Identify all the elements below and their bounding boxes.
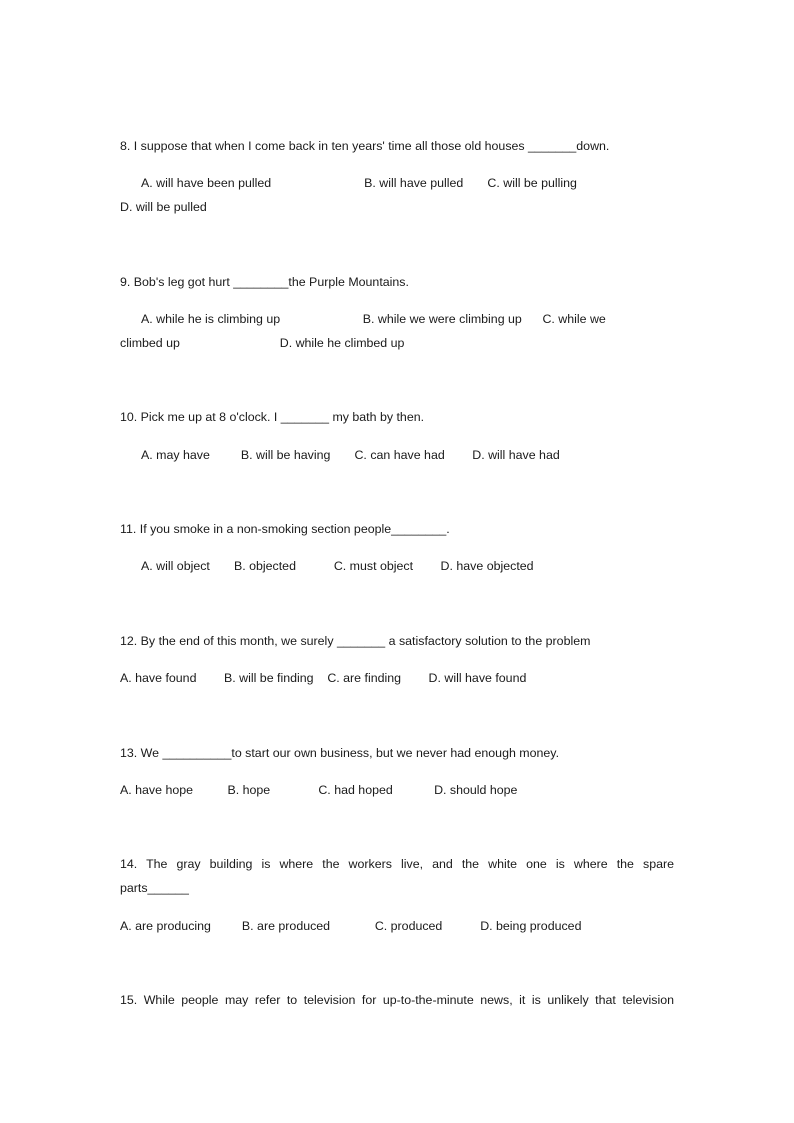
question-9-stem: 9. Bob's leg got hurt ________the Purple Mountains. [120,275,409,289]
question-12-options: A. have found B. will be finding C. are finding D. will have found [120,671,527,685]
question-8-options-cont: D. will be pulled [120,200,207,214]
question-14-stem: 14. The gray building is where the workers live, and the white one is where the spare [120,857,674,871]
question-9-options-cont: climbed up D. while he climbed up [120,336,405,350]
question-9-options: A. while he is climbing up B. while we were climbing up C. while we [141,312,606,326]
question-11-options: A. will object B. objected C. must object D. have objected [141,559,534,573]
question-14-options: A. are producing B. are produced C. produced D. being produced [120,919,582,933]
question-8-stem: 8. I suppose that when I come back in ten years' time all those old houses _______down. [120,139,610,153]
question-12-stem: 12. By the end of this month, we surely _______ a satisfactory solution to the problem [120,634,591,648]
question-10-options: A. may have B. will be having C. can have had D. will have had [141,448,560,462]
question-15-stem: 15. While people may refer to television for up-to-the-minute news, it is unlikely that television [120,993,674,1007]
question-10-stem: 10. Pick me up at 8 o'clock. I _______ my bath by then. [120,410,425,424]
question-13-options: A. have hope B. hope C. had hoped D. should hope [120,783,518,797]
question-14-stem-cont: parts______ [120,881,189,895]
question-8-options: A. will have been pulled B. will have pulled C. will be pulling [141,176,577,190]
question-11-stem: 11. If you smoke in a non-smoking section people________. [120,522,450,536]
question-13-stem: 13. We __________to start our own business, but we never had enough money. [120,746,560,760]
